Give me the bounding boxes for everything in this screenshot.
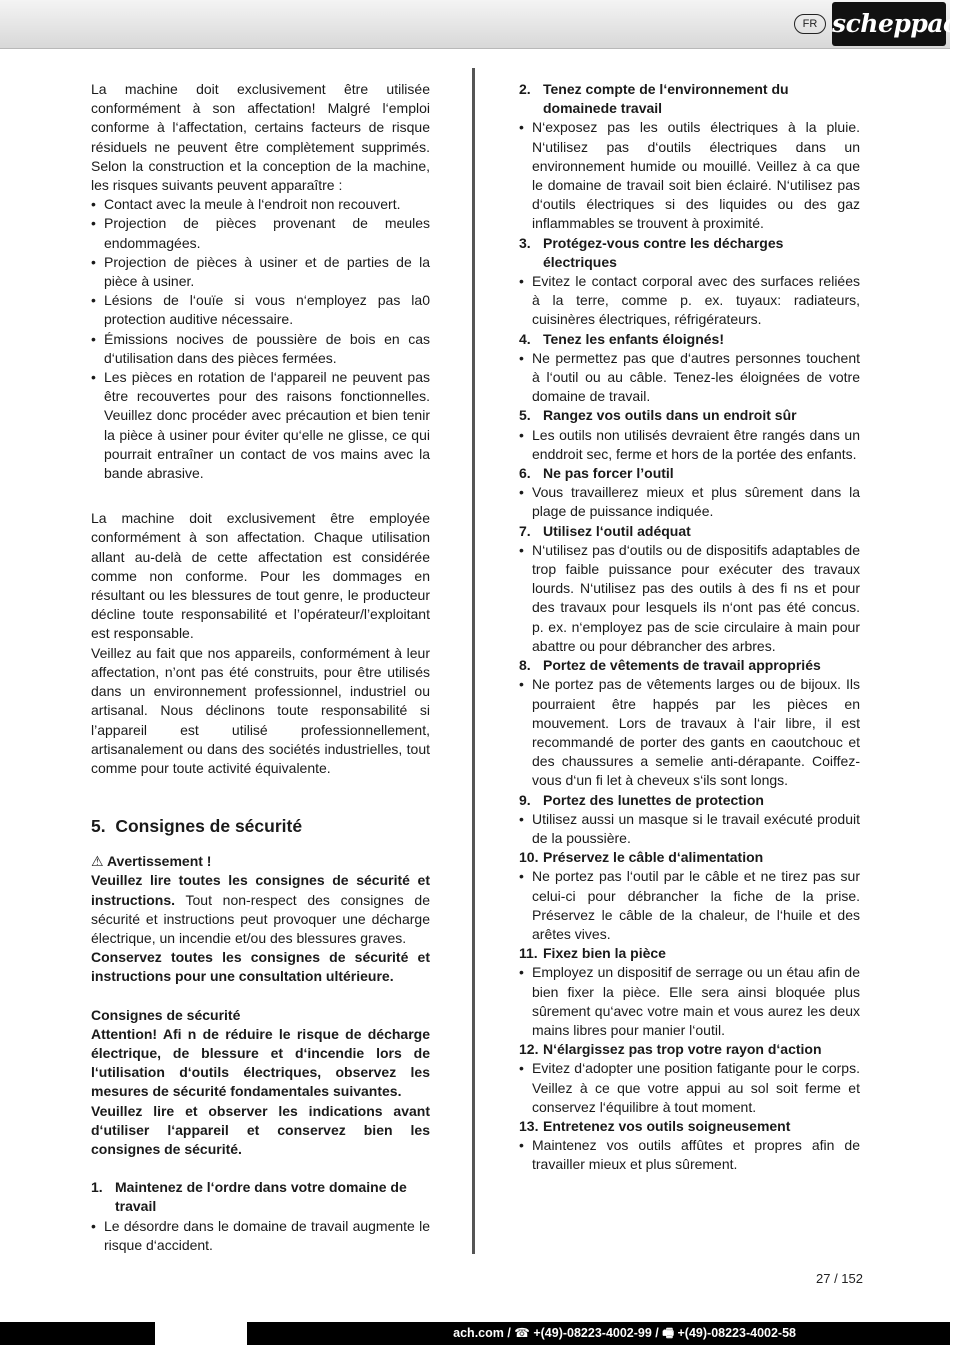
rule-items [519,1059,860,1117]
usage-paragraph: La machine doit exclusivement être employée conformément à son affectation. Chaque utilisation allant au-delà de cette affectation est considérée comme non conforme. Pour les dommages en résultant ou les blessures de tout genre, le producteur décline toute responsabilité et l’opérateur/l’exploitant est responsable. [91,510,430,642]
rule-title: Portez des lunettes de protection [543,791,764,808]
list-item: • Evitez le contact corporal avec des surfaces reliées à la terre, comme p. ex. tuyaux: radiateurs, cuisinères électriques, réfrigérateurs. [519,272,860,330]
warning-bold: Veuillez lire toutes les consignes de sécurité et instructions. [91,872,430,908]
rule-heading [91,1178,430,1216]
rule-heading [519,522,860,541]
rule-title: Rangez vos outils dans un endroit sûr [543,407,797,424]
brand-logo: scheppach [832,2,946,46]
rule-items [519,483,860,521]
rule-title: Protégez-vous contre les décharges électriques [543,234,784,270]
rule-items [519,675,860,790]
left-column [91,80,430,1255]
list-item: • Lésions de l‘ouïe si vous n‘employez pas la0 protection auditive nécessaire. [91,291,430,329]
header-bar [0,0,975,49]
warning-icon: ⚠ [91,853,104,870]
rule-number: 8. [519,657,531,674]
rule-items [519,867,860,944]
list-item: • Contact avec la meule à l‘endroit non recouvert. [91,195,430,214]
rule-number: 12. [519,1041,539,1058]
intro-paragraph: La machine doit exclusivement être utilisée conformément à son affectation! Malgré l‘emploi conforme à l‘affectation, certains facteurs de risque résiduels ne peuvent être complètement supprimés. Selon la construction et la conception de la machine, les risques suivants peuvent apparaître : [91,81,430,194]
list-item: • Projection de pièces provenant de meules endommagées. [91,214,430,252]
list-item: • Ne portez pas de vêtements larges ou de bijoux. Ils pourraient être happés par les pièces en mouvement. Lors de travaux à l‘air libre, il est recommandé de porter des gants en caoutchouc et des chaussures a semelie anti-dérapante. Coiffez-vous d‘un fi let à cheveux s‘ils sont longs. [519,675,860,790]
contact-line: ach.com / ☎ +(49)-08223-4002-99 / 🖷 +(49)-08223-4002-58 [453,1326,796,1340]
rule-items [519,541,860,656]
rule-number: 9. [519,791,531,808]
liability-paragraph: Veillez au fait que nos appareils, conformément à leur affectation, n’ont pas été construits, pour être utilisés dans un environnement professionnel, industriel ou artisanal. Nous déclinons toute responsabilité si l’appareil est utilisé professionnellement, artisanalement ou dans des sociétés industrielles, tout comme pour toute activité équivalente. [91,644,430,776]
rule-items [519,426,860,464]
rule-heading [519,464,860,483]
rule-number: 1. [91,1179,103,1196]
warning-text: Tout non-respect des consignes de sécurité et instructions peut provoquer une décharge électrique, un incendie et/ou des blessures graves. [91,891,430,946]
rule-number: 6. [519,465,531,482]
page-number: 27 / 152 [816,1271,863,1286]
rule-items [519,118,860,233]
rule-title: Entretenez vos outils soigneusement [543,1117,791,1134]
list-item: • N‘utilisez pas d‘outils ou de dispositifs adaptables de trop faible puissance pour exécuter des travaux lourds. N‘utilisez pas des outils à des fi ns et pour des travaux pour lesquels ils n‘ont pas été concus. p. ex. n‘employez pas de scie circulaire à main pour abattre ou pour débrancher des arbres. [519,541,860,656]
rule-heading [519,80,860,118]
rule-heading [519,944,860,963]
list-item: • Les outils non utilisés devraient être rangés dans un enddroit sec, ferme et hors de la portée des enfants. [519,426,860,464]
rule-heading [519,406,860,425]
list-item: • Maintenez vos outils affûtes et propres afin de travailler mieux et plus sûrement. [519,1136,860,1174]
keep-instructions: Conservez toutes les consignes de sécurité et instructions pour une consultation ultérieure. [91,949,430,985]
subsection-title: Consignes de sécurité [91,1006,241,1023]
rule-items [519,810,860,848]
rule-items [91,1217,430,1255]
rule-number: 4. [519,330,531,347]
rule-title: Fixez bien la pièce [543,945,666,962]
section-heading [91,814,430,838]
rule-title: Tenez compte de l‘environnement du domainede travail [543,81,789,117]
rule-title: Tenez les enfants éloignés! [543,330,725,347]
list-item: • Utilisez aussi un masque si le travail exécuté produit de la poussière. [519,810,860,848]
rule-items [519,272,860,330]
warning-paragraph [91,871,430,948]
right-column [519,80,860,1175]
rule-heading [519,656,860,675]
list-item: • Vous travaillerez mieux et plus sûrement dans la plage de puissance indiquée. [519,483,860,521]
rule-title: N‘élargissez pas trop votre rayon d‘action [543,1041,822,1058]
rule-title: Portez de vêtements de travail appropriés [543,657,821,674]
warning-heading [91,852,430,871]
rule-title: Utilisez l‘outil adéquat [543,522,691,539]
list-item: • Les pièces en rotation de l‘appareil ne peuvent pas être recouvertes pour des raisons fonctionnelles. Veuillez donc procéder avec précaution et bien tenir la pièce à usiner pour éviter qu‘elle ne glisse, ce qui pourrait entraîner un contact de vos mains avec la bande abrasive. [91,368,430,483]
column-divider [472,68,475,1254]
rule-number: 3. [519,234,531,251]
language-badge: FR [794,14,826,34]
rule-title: Préservez le câble d‘alimentation [543,849,764,866]
rule-number: 5. [519,407,531,424]
section-title: Consignes de sécurité [115,816,303,837]
read-paragraph: Veuillez lire et observer les indications avant d‘utiliser l‘appareil et conservez bien les consignes de sécurité. [91,1102,430,1157]
rule-items [519,349,860,407]
warning-title: Avertissement ! [106,853,212,870]
rule-items [519,1136,860,1174]
list-item: • Projection de pièces à usiner et de parties de la pièce à usiner. [91,253,430,291]
rule-number: 7. [519,522,531,539]
rule-heading [519,1040,860,1059]
rule-number: 10. [519,849,539,866]
list-item: • Evitez d‘adopter une position fatigante pour le corps. Veillez à ce que votre appui au sol soit ferme et conservez l‘équilibre à tout moment. [519,1059,860,1117]
list-item: • Ne permettez pas que d‘autres personnes touchent à l‘outil ou au câble. Tenez-les éloignées de votre domaine de travail. [519,349,860,407]
rule-title: Ne pas forcer l’outil [543,465,674,482]
list-item: • Employez un dispositif de serrage ou un étau afin de bien fixer la pièce. Elle sera ainsi bloquée plus sûrement qu‘avec votre main et vous aurez les deux mains libres pour manier l‘outil. [519,963,860,1040]
rule-number: 11. [519,945,538,962]
rule-items [519,963,860,1040]
rule-heading [519,330,860,349]
list-item: • Le désordre dans le domaine de travail augmente le risque d‘accident. [91,1217,430,1255]
footer-white-block [155,1322,247,1345]
rule-heading [519,848,860,867]
rule-number: 2. [519,81,531,97]
rule-number: 13. [519,1117,539,1134]
risk-list [91,195,430,483]
list-item: • Ne portez pas l‘outil par le câble et ne tirez pas sur celui-ci pour débrancher la fiche de la prise. Préservez le câble de la chaleur, de l‘huile et des arêtes vives. [519,867,860,944]
attention-paragraph: Attention! Afi n de réduire le risque de décharge électrique, de blessure et d‘incendie lors de l‘utilisation d‘outils électriques, observez les mesures de sécurité fondamentales suivantes. [91,1025,430,1100]
rule-title: Maintenez de l‘ordre dans votre domaine de travail [115,1179,407,1215]
list-item: • N‘exposez pas les outils électriques à la pluie. N‘utilisez pas d‘outils électriques dans un environnement humide ou mouillé. Veillez à ca que le domaine de travail soit bien éclairé. N‘utilisez pas d‘outils électriques si des liquides ou des gaz inflammables se trouvent à proximité. [519,118,860,233]
rule-heading [519,1117,860,1136]
rule-heading [519,791,860,810]
rule-heading [519,234,860,272]
section-number: 5. [91,816,106,837]
list-item: • Émissions nocives de poussière de bois en cas d‘utilisation dans des pièces fermées. [91,330,430,368]
